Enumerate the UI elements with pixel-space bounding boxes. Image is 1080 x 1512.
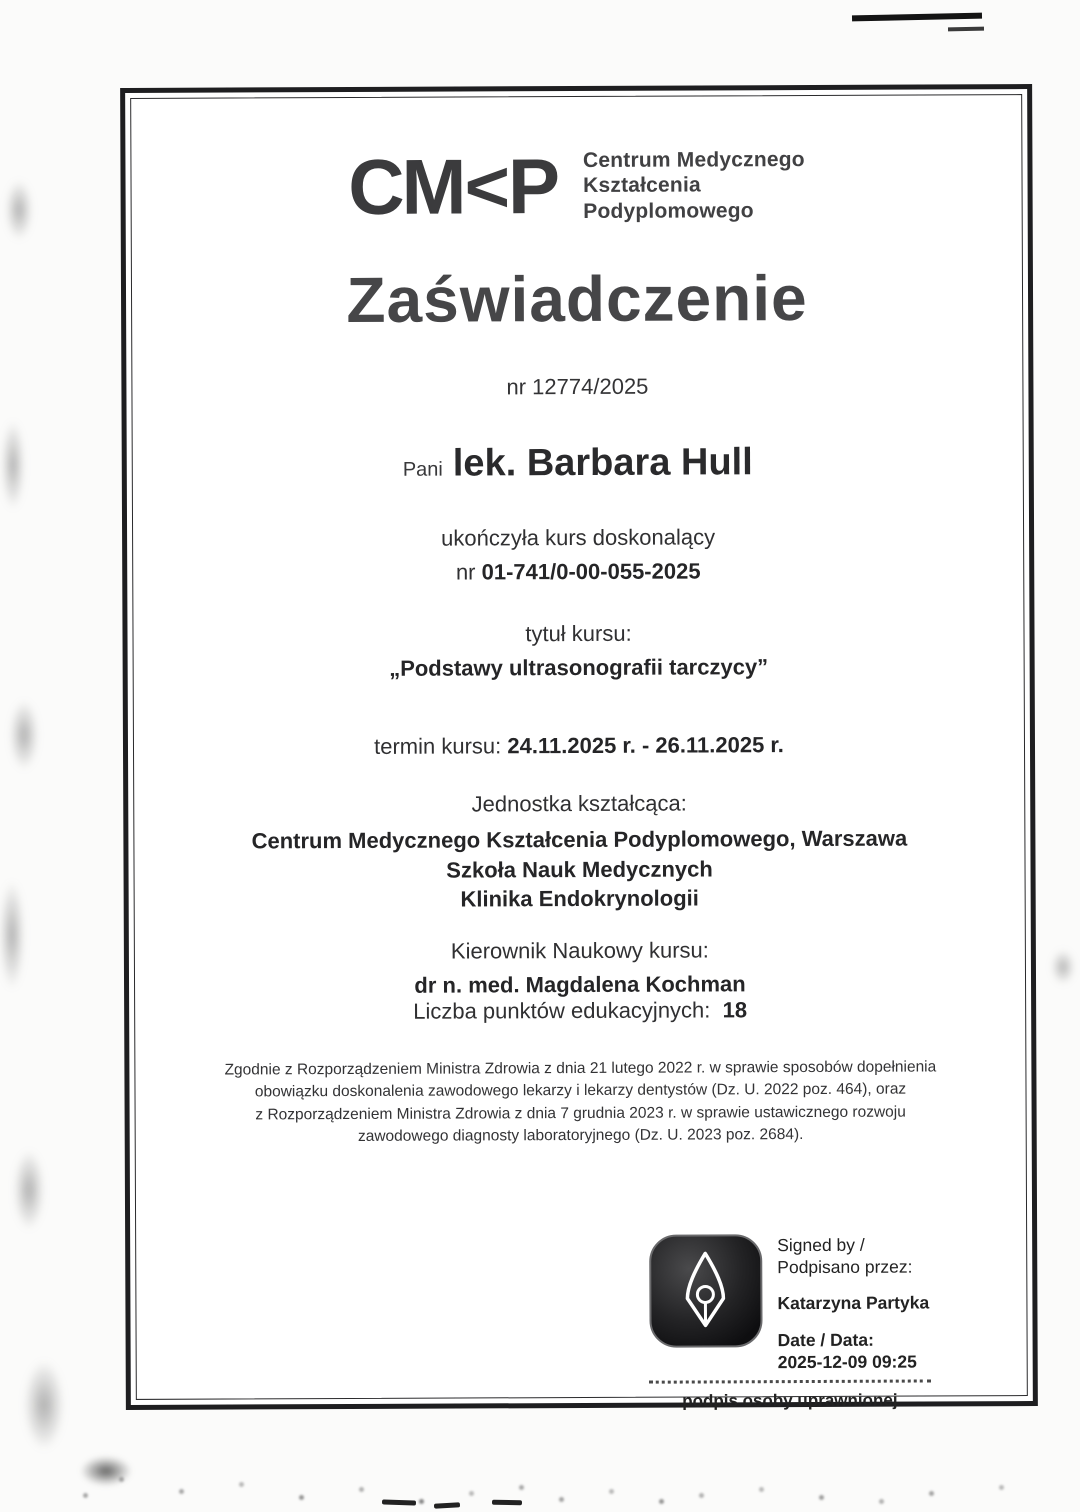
unit-label: Jednostka kształcąca: xyxy=(471,790,687,817)
course-title-label: tytuł kursu: xyxy=(525,620,632,647)
scan-artifact-line xyxy=(948,27,984,32)
cmkp-logo xyxy=(155,142,997,232)
course-number-line xyxy=(157,557,999,587)
leader-label: Kierownik Naukowy kursu: xyxy=(450,937,709,964)
scan-noise xyxy=(0,880,24,990)
course-dates-line xyxy=(158,731,1000,761)
signature-caption: podpis osoby uprawnionej xyxy=(682,1390,898,1411)
legal-line: Zgodnie z Rozporządzeniem Ministra Zdrowia z dnia 21 lutego 2022 r. w sprawie sposobów dopełnienia xyxy=(224,1058,937,1079)
date-value: 2025-12-09 09:25 xyxy=(777,1351,917,1373)
org-line: Centrum Medycznego xyxy=(582,148,805,173)
org-line: Kształcenia xyxy=(583,173,701,198)
date-label: Date / Data: xyxy=(777,1330,874,1351)
cmkp-logo-mark xyxy=(348,142,558,232)
scan-noise xyxy=(6,180,32,240)
scan-noise xyxy=(382,1499,416,1505)
legal-paragraph xyxy=(159,1056,1001,1150)
course-dates-label: termin kursu: xyxy=(374,733,502,759)
signature-row xyxy=(648,1232,931,1375)
recipient-line xyxy=(157,440,999,487)
legal-line: obowiązku doskonalenia zawodowego lekarzy i lekarzy dentystów (Dz. U. 2022 poz. 464), oraz xyxy=(254,1080,907,1101)
points-line xyxy=(159,996,1001,1026)
course-number-label: nr xyxy=(455,559,476,585)
completion-line: ukończyła kurs doskonalący xyxy=(441,524,716,551)
scan-artifact-line xyxy=(852,13,982,22)
unit-line: Centrum Medycznego Kształcenia Podyplomowego, Warszawa xyxy=(251,825,908,854)
course-title: „Podstawy ultrasonografii tarczycy” xyxy=(389,654,769,681)
unit-line: Klinika Endokrynologii xyxy=(460,885,699,912)
podpisano-label: Podpisano przez: xyxy=(777,1256,913,1277)
signature-stamp xyxy=(648,1233,764,1349)
certificate-number: nr 12774/2025 xyxy=(506,373,649,400)
scan-noise xyxy=(1052,950,1074,984)
signer-name: Katarzyna Partyka xyxy=(777,1292,930,1313)
course-dates: 24.11.2025 r. - 26.11.2025 r. xyxy=(507,731,784,759)
points-value: 18 xyxy=(722,997,748,1023)
scan-noise xyxy=(0,0,3,3)
unit-line: Szkoła Nauk Medycznych xyxy=(446,855,713,883)
scan-noise xyxy=(434,1502,460,1508)
unit-name xyxy=(158,823,1000,916)
course-number: 01-741/0-00-055-2025 xyxy=(481,558,701,585)
certificate-body xyxy=(130,94,1028,1411)
scan-noise xyxy=(2,420,24,510)
scan-noise xyxy=(24,1360,64,1450)
scan-noise xyxy=(10,700,38,770)
legal-line: z Rozporządzeniem Ministra Zdrowia z dnia 7 grudnia 2023 r. w sprawie ustawicznego rozwoju xyxy=(255,1103,906,1124)
legal-line: zawodowego diagnosty laboratoryjnego (Dz. U. 2023 poz. 2684). xyxy=(357,1126,804,1146)
pen-nib-icon xyxy=(648,1233,764,1349)
certificate-frame xyxy=(120,84,1038,1410)
scan-noise xyxy=(80,1456,132,1486)
logo-letters: P xyxy=(507,142,558,231)
logo-k-chevron-icon: < xyxy=(464,144,508,228)
recipient-salutation: Pani xyxy=(402,458,443,481)
signature-dotted-line xyxy=(649,1380,931,1384)
signed-by-label: Signed by / xyxy=(777,1234,865,1255)
certificate-title: Zaświadczenie xyxy=(346,261,808,337)
logo-letters: CM xyxy=(348,142,464,232)
scan-noise xyxy=(14,1150,44,1230)
points-label: Liczba punktów edukacyjnych: xyxy=(413,997,711,1024)
signature-block xyxy=(648,1232,931,1412)
scan-noise xyxy=(492,1500,522,1506)
recipient-name: lek. Barbara Hull xyxy=(452,441,753,485)
org-line: Podyplomowego xyxy=(583,198,754,223)
signature-text xyxy=(777,1232,929,1374)
cmkp-org-name xyxy=(583,147,805,224)
leader-name: dr n. med. Magdalena Kochman xyxy=(414,971,746,998)
